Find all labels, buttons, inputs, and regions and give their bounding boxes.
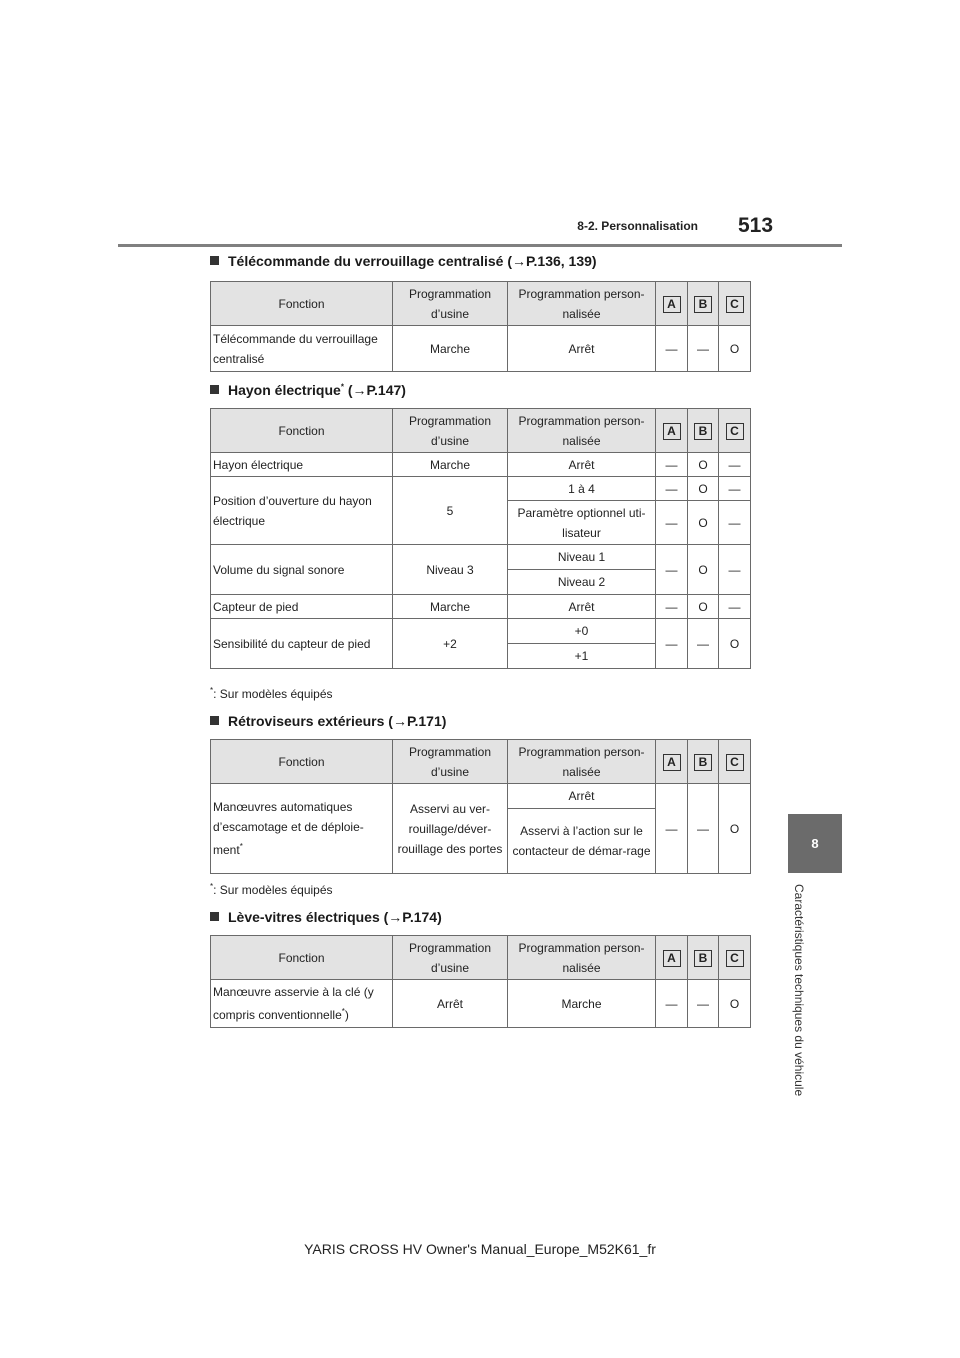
section-heading-mirrors: Rétroviseurs extérieurs (→P.171) [210, 713, 446, 729]
col-header-b: B [688, 409, 719, 453]
tailgate-table [210, 408, 751, 669]
page-reference: →P.136, 139) [512, 253, 597, 269]
chapter-side-title: Caractéristiques techniques du véhicule [792, 884, 806, 1097]
table-row: Position d’ouverture du hayon électrique 5 1 à 4 — O — [211, 477, 751, 501]
col-header-usine: Programmation d’usine [393, 409, 508, 453]
col-header-perso: Programmation person-nalisée [508, 409, 656, 453]
table-row: Manœuvres automatiques d’escamotage et de déploie-ment* Asservi au ver-rouillage/déver-rouillage des portes Arrêt — — O [211, 784, 751, 809]
col-header-fonction: Fonction [211, 409, 393, 453]
mirrors-table [210, 739, 751, 874]
header-rule [118, 244, 842, 247]
col-header-c: C [719, 282, 751, 326]
section-heading-windows: Lève-vitres électriques (→P.174) [210, 909, 442, 925]
square-bullet-icon [210, 912, 219, 921]
col-header-usine: Programmation d’usine [393, 936, 508, 980]
col-header-perso: Programmation person-nalisée [508, 282, 656, 326]
page-reference: (→P.147) [343, 382, 406, 398]
section-heading-remote: Télécommande du verrouillage centralisé (→P.136, 139) [210, 253, 597, 269]
windows-table [210, 935, 751, 1028]
col-header-perso: Programmation person-nalisée [508, 936, 656, 980]
col-header-c: C [719, 740, 751, 784]
section-header: 8-2. Personnalisation [577, 219, 698, 233]
col-header-c: C [719, 936, 751, 980]
col-header-a: A [656, 936, 688, 980]
col-header-a: A [656, 282, 688, 326]
col-header-fonction: Fonction [211, 282, 393, 326]
table-row: Hayon électrique Marche Arrêt — O — [211, 453, 751, 477]
col-header-a: A [656, 740, 688, 784]
col-header-b: B [688, 740, 719, 784]
col-header-b: B [688, 282, 719, 326]
chapter-tab: 8 [788, 814, 842, 873]
page-number: 513 [738, 214, 774, 237]
table-row: Asservi à l’action sur le contacteur de démar-rage [211, 809, 751, 874]
footnote: *: Sur modèles équipés [210, 882, 333, 897]
square-bullet-icon [210, 385, 219, 394]
table-row: Paramètre optionnel uti-lisateur — O — [211, 501, 751, 545]
col-header-b: B [688, 936, 719, 980]
section-heading-tailgate: Hayon électrique* (→P.147) [210, 382, 406, 398]
col-header-c: C [719, 409, 751, 453]
col-header-perso: Programmation person-nalisée [508, 740, 656, 784]
page-reference: →P.171) [392, 713, 447, 729]
footnote: *: Sur modèles équipés [210, 686, 333, 701]
table-row: Télécommande du verrouillage centralisé Marche Arrêt — — O [211, 326, 751, 372]
table-row: Volume du signal sonore Niveau 3 Niveau 1 — O — [211, 545, 751, 570]
table-row: Niveau 2 [211, 570, 751, 595]
col-header-fonction: Fonction [211, 936, 393, 980]
col-header-fonction: Fonction [211, 740, 393, 784]
page-reference: →P.174) [388, 909, 442, 925]
footer-doc-id: YARIS CROSS HV Owner's Manual_Europe_M52K61_fr [304, 1241, 656, 1257]
col-header-usine: Programmation d’usine [393, 740, 508, 784]
col-header-usine: Programmation d’usine [393, 282, 508, 326]
table-row: Manœuvre asservie à la clé (y compris conventionnelle*) Arrêt Marche — — O [211, 980, 751, 1028]
col-header-a: A [656, 409, 688, 453]
square-bullet-icon [210, 716, 219, 725]
square-bullet-icon [210, 256, 219, 265]
remote-table [210, 281, 751, 372]
table-row: +1 [211, 644, 751, 669]
table-row: Capteur de pied Marche Arrêt — O — [211, 595, 751, 619]
table-row: Sensibilité du capteur de pied +2 +0 — — O [211, 619, 751, 644]
